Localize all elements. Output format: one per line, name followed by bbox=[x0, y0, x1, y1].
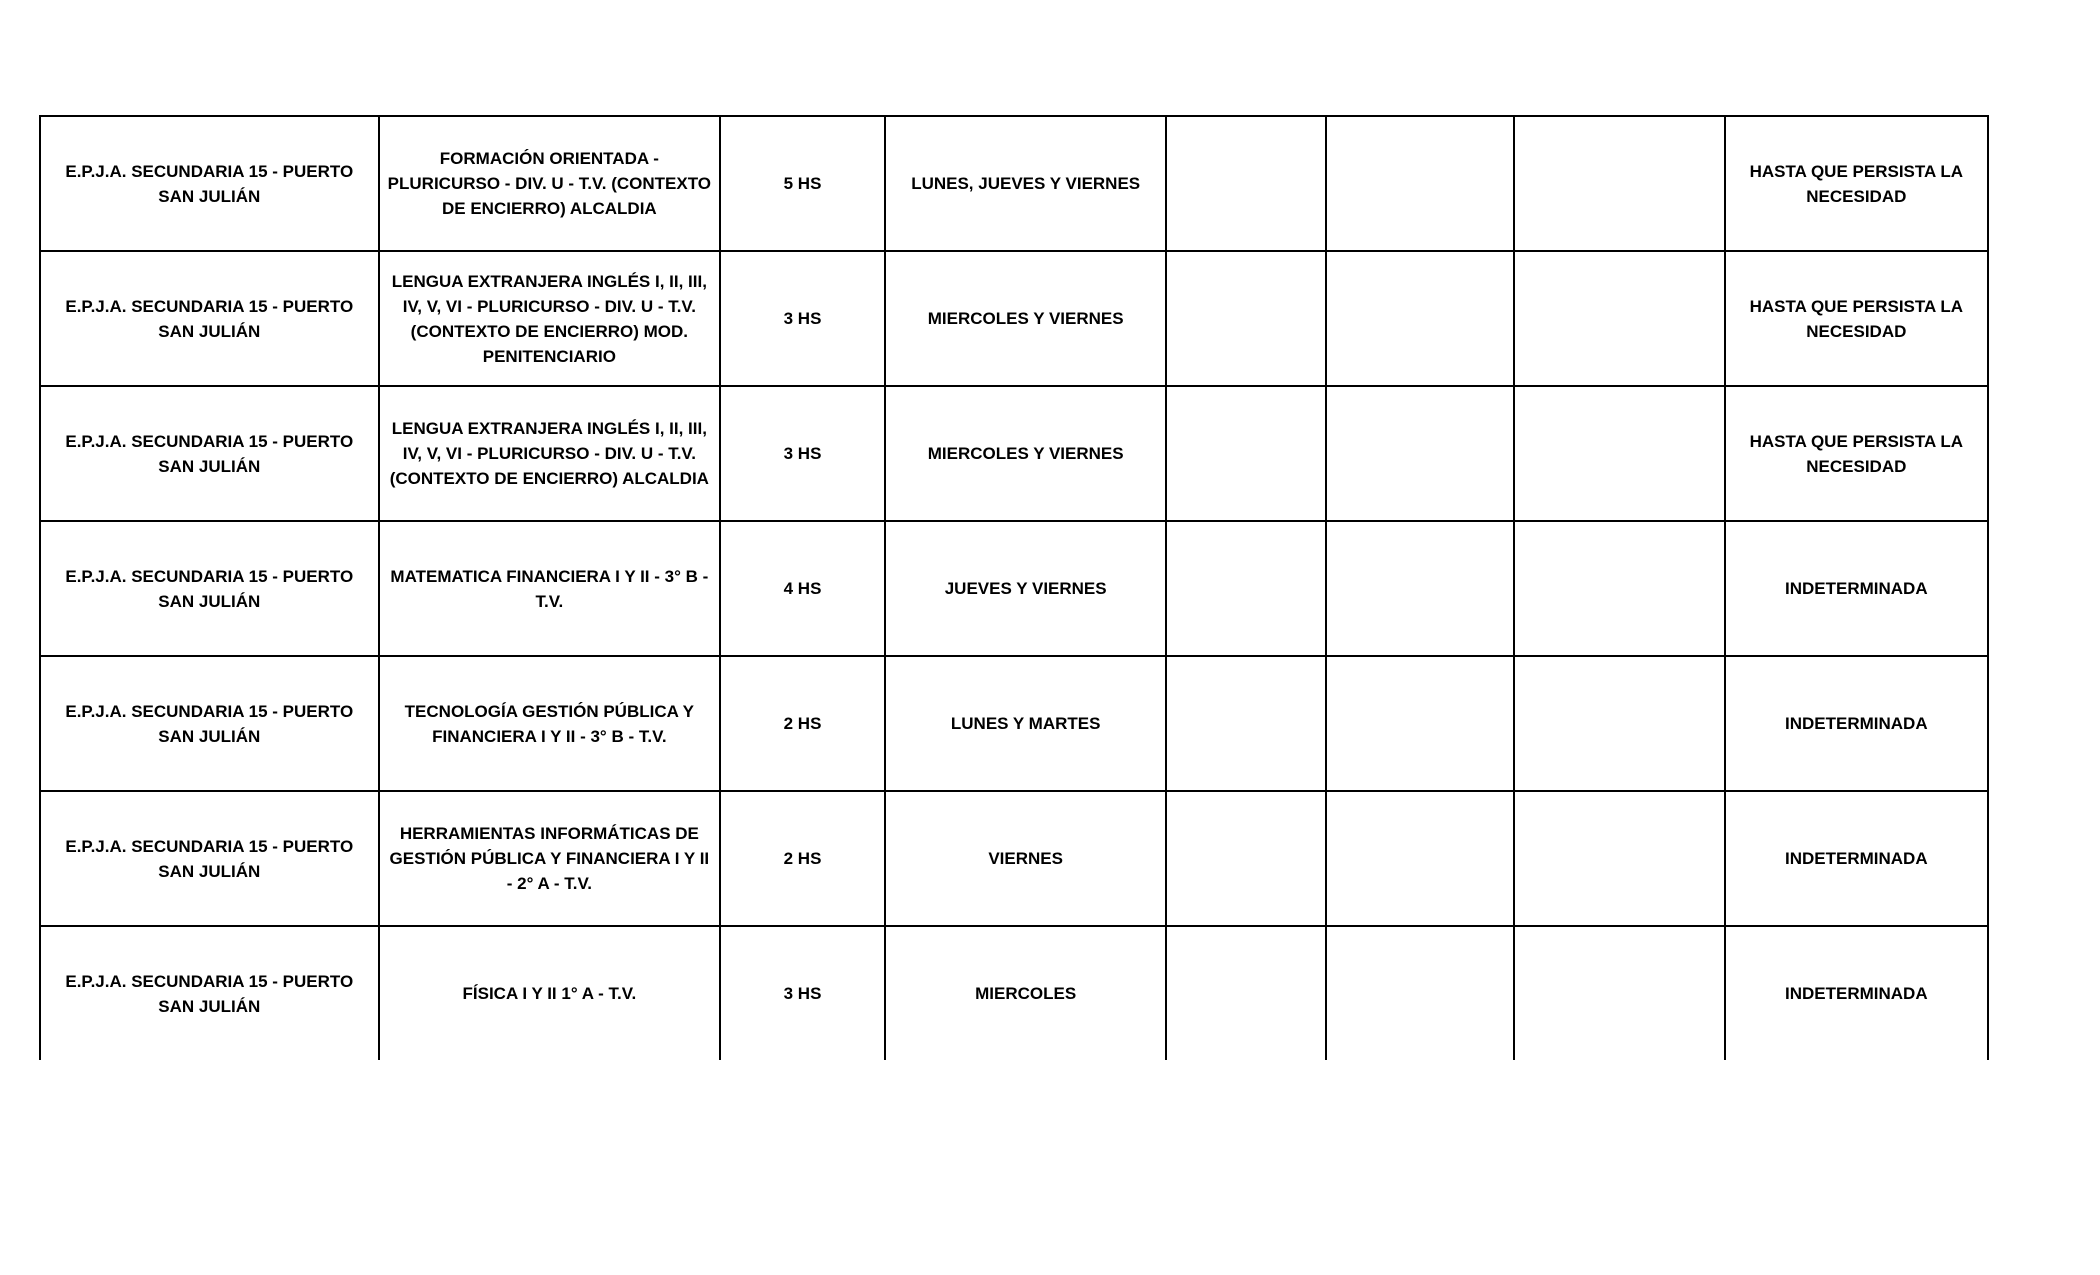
days-cell: LUNES Y MARTES bbox=[885, 656, 1167, 791]
days-cell: MIERCOLES Y VIERNES bbox=[885, 386, 1167, 521]
empty-cell bbox=[1514, 791, 1724, 926]
school-cell: E.P.J.A. SECUNDARIA 15 - PUERTO SAN JULIÁN bbox=[40, 791, 379, 926]
school-cell: E.P.J.A. SECUNDARIA 15 - PUERTO SAN JULIÁN bbox=[40, 386, 379, 521]
school-cell: E.P.J.A. SECUNDARIA 15 - PUERTO SAN JULIÁN bbox=[40, 116, 379, 251]
table-row bbox=[40, 926, 1988, 1060]
hours-cell: 2 HS bbox=[720, 656, 885, 791]
hours-cell: 5 HS bbox=[720, 116, 885, 251]
table-row bbox=[40, 791, 1988, 926]
table-row bbox=[40, 251, 1988, 386]
table-row bbox=[40, 386, 1988, 521]
empty-cell bbox=[1166, 386, 1326, 521]
hours-cell: 3 HS bbox=[720, 926, 885, 1060]
subject-cell: FÍSICA I Y II 1° A - T.V. bbox=[379, 926, 721, 1060]
table-row bbox=[40, 116, 1988, 251]
school-cell: E.P.J.A. SECUNDARIA 15 - PUERTO SAN JULIÁN bbox=[40, 656, 379, 791]
empty-cell bbox=[1326, 791, 1514, 926]
empty-cell bbox=[1326, 656, 1514, 791]
duration-cell: HASTA QUE PERSISTA LA NECESIDAD bbox=[1725, 116, 1988, 251]
duration-cell: INDETERMINADA bbox=[1725, 791, 1988, 926]
subject-cell: TECNOLOGÍA GESTIÓN PÚBLICA Y FINANCIERA I Y II - 3° B - T.V. bbox=[379, 656, 721, 791]
empty-cell bbox=[1514, 116, 1724, 251]
empty-cell bbox=[1514, 521, 1724, 656]
hours-cell: 3 HS bbox=[720, 251, 885, 386]
empty-cell bbox=[1166, 521, 1326, 656]
days-cell: LUNES, JUEVES Y VIERNES bbox=[885, 116, 1167, 251]
empty-cell bbox=[1166, 791, 1326, 926]
school-cell: E.P.J.A. SECUNDARIA 15 - PUERTO SAN JULIÁN bbox=[40, 251, 379, 386]
empty-cell bbox=[1514, 386, 1724, 521]
empty-cell bbox=[1326, 251, 1514, 386]
empty-cell bbox=[1514, 926, 1724, 1060]
days-cell: VIERNES bbox=[885, 791, 1167, 926]
hours-cell: 3 HS bbox=[720, 386, 885, 521]
empty-cell bbox=[1514, 251, 1724, 386]
table-row bbox=[40, 656, 1988, 791]
empty-cell bbox=[1166, 926, 1326, 1060]
subject-cell: MATEMATICA FINANCIERA I Y II - 3° B - T.V. bbox=[379, 521, 721, 656]
duration-cell: HASTA QUE PERSISTA LA NECESIDAD bbox=[1725, 386, 1988, 521]
duration-cell: HASTA QUE PERSISTA LA NECESIDAD bbox=[1725, 251, 1988, 386]
empty-cell bbox=[1326, 521, 1514, 656]
empty-cell bbox=[1326, 926, 1514, 1060]
empty-cell bbox=[1166, 116, 1326, 251]
school-cell: E.P.J.A. SECUNDARIA 15 - PUERTO SAN JULIÁN bbox=[40, 926, 379, 1060]
empty-cell bbox=[1326, 386, 1514, 521]
duration-cell: INDETERMINADA bbox=[1725, 656, 1988, 791]
subject-cell: HERRAMIENTAS INFORMÁTICAS DE GESTIÓN PÚBLICA Y FINANCIERA I Y II - 2° A - T.V. bbox=[379, 791, 721, 926]
document-sheet bbox=[39, 115, 1989, 1075]
subject-cell: FORMACIÓN ORIENTADA - PLURICURSO - DIV. U - T.V. (CONTEXTO DE ENCIERRO) ALCALDIA bbox=[379, 116, 721, 251]
empty-cell bbox=[1326, 116, 1514, 251]
days-cell: MIERCOLES bbox=[885, 926, 1167, 1060]
days-cell: MIERCOLES Y VIERNES bbox=[885, 251, 1167, 386]
empty-cell bbox=[1166, 656, 1326, 791]
duration-cell: INDETERMINADA bbox=[1725, 926, 1988, 1060]
school-cell: E.P.J.A. SECUNDARIA 15 - PUERTO SAN JULIÁN bbox=[40, 521, 379, 656]
table-row bbox=[40, 521, 1988, 656]
hours-cell: 4 HS bbox=[720, 521, 885, 656]
subject-cell: LENGUA EXTRANJERA INGLÉS I, II, III, IV, V, VI - PLURICURSO - DIV. U - T.V. (CONTEXTO DE ENCIERRO) MOD. PENITENCIARIO bbox=[379, 251, 721, 386]
hours-cell: 2 HS bbox=[720, 791, 885, 926]
positions-table bbox=[39, 115, 1989, 1060]
duration-cell: INDETERMINADA bbox=[1725, 521, 1988, 656]
days-cell: JUEVES Y VIERNES bbox=[885, 521, 1167, 656]
empty-cell bbox=[1514, 656, 1724, 791]
subject-cell: LENGUA EXTRANJERA INGLÉS I, II, III, IV, V, VI - PLURICURSO - DIV. U - T.V. (CONTEXTO DE ENCIERRO) ALCALDIA bbox=[379, 386, 721, 521]
empty-cell bbox=[1166, 251, 1326, 386]
